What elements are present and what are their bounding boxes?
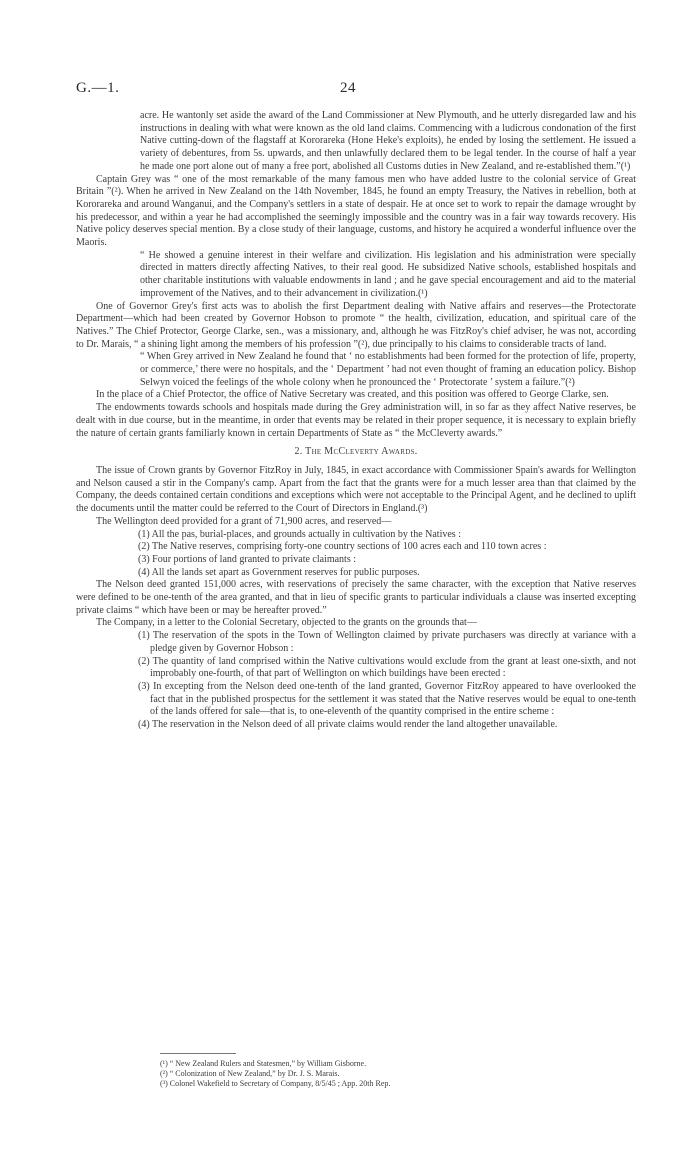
list-item: (1) All the pas, burial-places, and grounds actually in cultivation by the Natives : xyxy=(138,528,461,540)
paragraph: In the place of a Chief Protector, the office of Native Secretary was created, and this position was offered to George Clarke, sen. xyxy=(96,389,609,401)
list-item: (2) The quantity of land comprised within the Native cultivations would exclude from the grant at least one-sixth, and not improbably one-fourth, of that part of Wellington on which buildings have been erected : xyxy=(138,655,636,680)
footnote: (³) Colonel Wakefield to Secretary of Company, 8/5/45 ; App. 20th Rep. xyxy=(160,1079,391,1088)
section-heading: 2. The McCleverty Awards. xyxy=(294,446,418,458)
paragraph: The endowments towards schools and hospitals made during the Grey administration will, in so far as they affect Native reserves, be dealt with in due course, but in the meantime, in order that events may be related in their proper sequence, it is necessary to explain briefly the nature of certain grants familiarly known in certain Departments of State as “ the McCleverty awards.” xyxy=(76,402,636,439)
list-item: (3) Four portions of land granted to private claimants : xyxy=(138,553,357,565)
paragraph: One of Governor Grey's first acts was to abolish the first Department dealing with Native affairs and reserves—the Protectorate Department—which had been created by Governor Hobson to promote “ the health, civilization, education, and spiritual care of the Natives.” The Chief Protector, George Clarke, sen., was a missionary, and, although he was FitzRoy's chief adviser, he was not, according to Dr. Marais, “ a shining light among the members of his profession ”(²), due principally to his claims to considerable tracts of land. xyxy=(76,300,636,350)
document-reference: G.—1. xyxy=(76,80,120,96)
list-item: (2) The Native reserves, comprising forty-one country sections of 100 acres each and 110 town acres : xyxy=(138,541,547,553)
quotation-paragraph: “ When Grey arrived in New Zealand he found that ‘ no establishments had been formed for the protection of life, property, or commerce,’ there were no hospitals, and the ‘ Department ’ had not even thought of framing an education policy. Bishop Selwyn voiced the feelings of the whole colony when he pronounced the ‘ Protectorate ’ system a failure.”(²) xyxy=(140,351,636,388)
quotation-paragraph: “ He showed a genuine interest in their welfare and civilization. His legislation and his administration were specially directed in matters directly affecting Natives, to their real good. He subsidized Native schools, established hospitals and other charitable institutions with valuable endowments in land ; and he gave special encouragement and aid to the material improvement of the Natives, and to their advancement in civilization.(¹) xyxy=(140,249,636,299)
footnote: (²) “ Colonization of New Zealand,” by Dr. J. S. Marais. xyxy=(160,1069,340,1078)
quotation-paragraph: acre. He wantonly set aside the award of the Land Commissioner at New Plymouth, and he utterly disregarded law and his instructions in dealing with what were known as the old land claims. Commencing with a ludicrous condonation of the first Native cutting-down of the flagstaff at Kororareka (Hone Heke's exploits), he ended by losing the settlement. He issued a variety of debentures, from 5s. upwards, and then unlawfully declared them to be legal tender. In the course of half a year he made one port alone out of many a free port, abolished all Customs duties in New Zealand, and re-established them.”(¹) xyxy=(140,110,636,172)
list-item: (1) The reservation of the spots in the Town of Wellington claimed by private purchasers was directly at variance with a pledge given by Governor Hobson : xyxy=(138,630,636,654)
list-item: (3) In excepting from the Nelson deed one-tenth of the land granted, Governor FitzRoy appeared to have overlooked the fact that in the published prospectus for the settlement it was stated that the Native reserves would be equal to one-tenth of the lands offered for sale—that is, to one-eleventh of the quantity comprised in the entire scheme : xyxy=(138,680,636,718)
footnotes xyxy=(160,1059,610,1089)
list-item: (4) All the lands set apart as Government reserves for public purposes. xyxy=(138,566,420,578)
list-item: (4) The reservation in the Nelson deed of all private claims would render the land altogether unavailable. xyxy=(138,719,558,731)
page-number: 24 xyxy=(340,80,356,96)
footnote: (¹) “ New Zealand Rulers and Statesmen,” by William Gisborne. xyxy=(160,1059,367,1068)
paragraph: The issue of Crown grants by Governor FitzRoy in July, 1845, in exact accordance with Commissioner Spain's awards for Wellington and Nelson caused a stir in the Company's camp. Apart from the fact that the grants were for a much lesser area than that claimed by the Company, the deeds contained certain conditions and exceptions which were not acceptable to the Principal Agent, and he declined to uplift the documents until the matter could be referred to the Court of Directors in England.(³) xyxy=(76,464,636,515)
paragraph: The Company, in a letter to the Colonial Secretary, objected to the grants on the grounds that— xyxy=(96,617,477,629)
body-text xyxy=(76,110,636,732)
paragraph: The Wellington deed provided for a grant of 71,900 acres, and reserved— xyxy=(96,515,392,527)
footnote-rule xyxy=(160,1053,236,1054)
paragraph: Captain Grey was “ one of the most remarkable of the many famous men who have added lustre to the colonial service of Great Britain ”(²). When he arrived in New Zealand on the 14th November, 1845, he found an empty Treasury, the Natives in rebellion, both at Kororareka and around Wanganui, and the Company's settlers in a state of despair. He at once set to work to repair the damage wrought by his predecessor, and within a year he had accomplished the seemingly impossible and the country was in a fair way towards recovery. His Native policy deserves special mention. By a close study of their language, customs, and history he acquired a wonderful influence over the Maoris. xyxy=(76,173,636,249)
paragraph: The Nelson deed granted 151,000 acres, with reservations of precisely the same character, with the exception that Native reserves were defined to be one-tenth of the area granted, and that in lieu of specific grants to particular individuals a clause was inserted excepting private claims “ which have been or may be hereafter proved.” xyxy=(76,579,636,616)
